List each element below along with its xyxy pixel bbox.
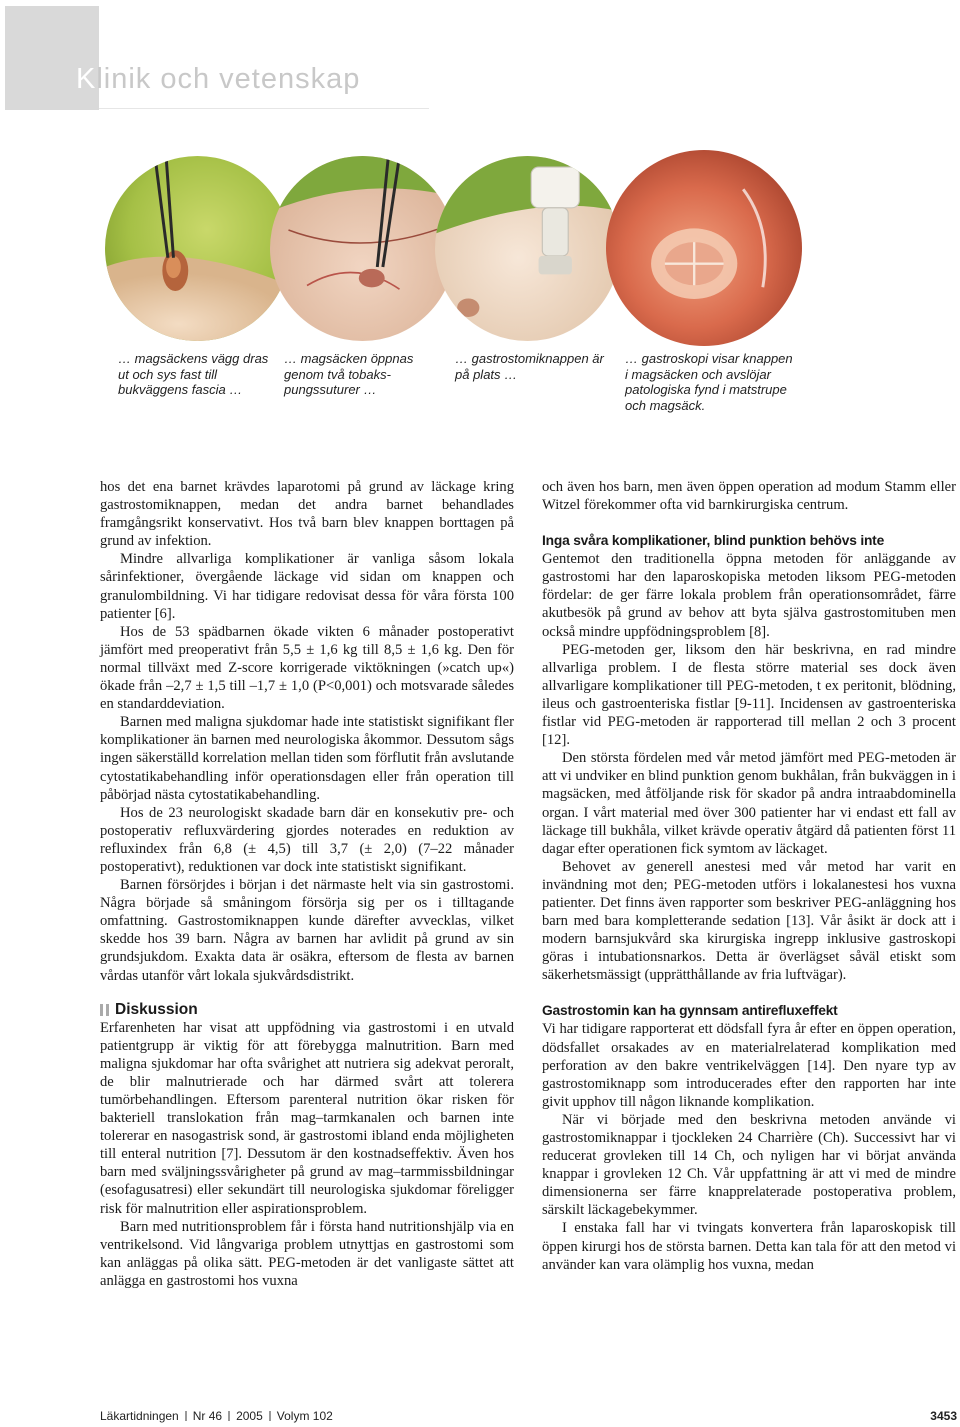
footer-journal: Läkartidningen	[100, 1409, 179, 1423]
paragraph: Hos de 53 spädbarnen ökade vikten 6 månader postoperativt jämfört med preoperativt från 5,5 ± 1,6 kg till 8,5 ± 1,6 kg. Den för normal tillväxt med Z-score korrigerade viktökningen (»catch up«) ökade från –2,7 ± 1,5 till –1,7 ± 1,0 (P<0,001) och motsvarade således en standarddeviation.	[100, 623, 514, 713]
subheading-complications: Inga svåra komplikationer, blind punktion behövs inte	[542, 533, 885, 549]
paragraph: hos det ena barnet krävdes laparotomi på grund av läckage kring gastrostomiknappen, medan det andra barnet behandlades framgångsrikt konservativt. Hos två barn blev knappen borttagen på grund av infektion.	[100, 479, 514, 550]
section-title-rest: linik och vetenskap	[96, 63, 361, 95]
paragraph: Erfarenheten har visat att uppfödning via gastrostomi i en utvald patientgrupp är viktig för att förebygga malnutrition. Barn med maligna sjukdomar har ofta svårighet att nutriera sig adekvat peroralt, de blir malnutrierade och har därmed svårt att tolerera tumörbehandlingen. Eftersom parenteral nutrition ökar risken för bakteriell translokation från mag–tarmkanalen och barnen inte tolererar en nasogastrisk sond, är gastrostomi ibland enda möjligheten till enteral nutrition [7]. Dessutom är den kostnadseffektiv. Även hos barn med sväljningssvårigheter på grund av mag–tarmmissbildningar (esofagusatresi) eller sekundärt till neurologiska sjukdomar föreligger risk för malnutrition eller aspirationsproblem.	[100, 1019, 514, 1217]
left-column	[100, 478, 514, 1290]
subheading-antireflux: Gastrostomin kan ha gynnsam antirefluxeffekt	[542, 1003, 838, 1019]
footer-separator	[185, 1411, 187, 1421]
right-column	[542, 478, 956, 1274]
footer-volume: Volym 102	[276, 1409, 333, 1423]
paragraph: Hos de 23 neurologiskt skadade barn där en konsekutiv pre- och postoperativ refluxvärdering gjordes noterades en reduktion av refluxindex från 6,8 (± 4,5) till 3,7 (± 2,0) (7–22 månader postoperativt), reduktionen var dock inte statistiskt signifikant.	[100, 804, 514, 875]
paragraph: Vi har tidigare rapporterat ett dödsfall fyra år efter en öppen operation, dödsfallet orsakades av en materialrelaterad komplikation med perforation av den bakre ventrikelväggen [14]. Den nyare typ av gastrostomiknapp som introducerades efter den rapporten har inte givit upphov till någon liknande komplikation.	[542, 1021, 956, 1110]
footer-year: 2005	[236, 1409, 263, 1423]
photo-caption-1: … magsäckens vägg dras ut och sys fast till bukväggens fascia …	[118, 351, 269, 397]
footer-issue: Nr 46	[192, 1409, 223, 1423]
footer-separator	[228, 1411, 230, 1421]
photo-tobacco-sutures	[270, 156, 455, 341]
paragraph: Mindre allvarliga komplikationer är vanliga såsom lokala sårinfektioner, övergående läckage vid sidan om knappen och granulombildning. Vi har tidigare redovisat dessa för våra första 100 patienter [6].	[100, 551, 514, 622]
footer-separator	[269, 1411, 271, 1421]
header-rule	[99, 108, 429, 109]
paragraph: Den största fördelen med vår metod jämfört med PEG-metoden är att vi undviker en blind punktion genom bukhålan, från bukväggen in i magsäcken, med åtföljande risk för skador på andra intraabdominella organ. I vårt material med över 300 patienter har vi endast ett fall av läckage till bukhåla, vilket krävde operativ åtgärd då patienten först 11 dagar efter operationen fick symtom av läckaget.	[542, 750, 956, 857]
section-heading-diskussion	[100, 1001, 514, 1019]
photo-forceps-abdomen	[105, 156, 290, 341]
section-title	[76, 63, 360, 96]
footer-journal-info	[100, 1409, 333, 1423]
photo-gastroscopy	[606, 150, 802, 346]
paragraph: Barn med nutritionsproblem får i första hand nutritionshjälp via en ventrikelsond. Vid långvariga problem utnyttjas en gastrostomi som kan anläggas på olika sätt. PEG-metoden är det vanligaste sättet att anlägga en gastrostomi hos vuxna	[100, 1218, 514, 1289]
paragraph: Barnen försörjdes i början i det närmaste helt via sin gastrostomi. Några började så småningom försörja sig per os i tilltagande omfattning. Gastrostomiknappen kunde därefter avvecklas, vilket skedde hos 39 barn. Några av barnen har avlidit på grund av sin grundsjukdom. Exakta data är osäkra, eftersom de flesta av barnen vårdas utanför vårt lokala sjukvårdsdistrikt.	[100, 877, 514, 984]
paragraph: I enstaka fall har vi tvingats konvertera från laparoskopisk till öppen kirurgi hos de största barnen. Detta kan tala för att den metod vi använder kan vara olämplig hos vuxna, medan	[542, 1220, 956, 1273]
photo-caption-3: … gastrostomiknappen är på plats …	[455, 351, 604, 382]
photo-gastrostomy-button	[435, 156, 620, 341]
paragraph: PEG-metoden ger, liksom den här beskrivna, en rad mindre allvarliga problem. I de flesta större material ses dock även allvarligare komplikationer till PEG-metoden, t ex peritonit, blödning, ileus och gastroenteriska fistlar [9-11]. Incidensen av gastroenteriska fistlar vid PEG-metoden är rapporterad till mellan 2 och 3 procent [12].	[542, 641, 956, 749]
paragraph: Behovet av generell anestesi med vår metod har varit en invändning mot den; PEG-metoden utförs i lokalanestesi hos vuxna patienter. Det finns även rapporter som beskriver PEG-anläggning hos barn med bara kompletterande sedation [13]. Vår åsikt är dock att i modern barnsjukvård ska kirurgiska ingrepp inklusive gastroskopi göras i intubationsnarkos. Detta är överlägset såväl etiskt som säkerhetsmässigt (upprätthållande av fria luftvägar).	[542, 858, 956, 984]
paragraph: När vi började med den beskrivna metoden använde vi gastrostomiknappar i tjockleken 24 Charrière (Ch). Successivt har vi reducerat grovleken till 14 Ch, och nyligen har vi börjat använda knappar i grovleken 12 Ch. Vår uppfattning är att vi med de mindre dimensionerna ser färre knapprelaterade postoperativa problem, särskilt läckagebekymmer.	[542, 1111, 956, 1219]
section-marker-icon	[100, 1004, 109, 1016]
section-heading-label: Diskussion	[115, 1000, 198, 1018]
photo-caption-4: … gastroskopi visar knappen i magsäcken och avslöjar patologiska fynd i matstrupe och magsäck.	[625, 351, 793, 413]
page-number: 3453	[930, 1409, 957, 1423]
section-title-initial: K	[76, 63, 97, 95]
paragraph: och även hos barn, men även öppen operation ad modum Stamm eller Witzel förekommer ofta vid barnkirurgiska centrum.	[542, 479, 956, 514]
paragraph: Gentemot den traditionella öppna metoden för anläggande av gastrostomi har den laparoskopiska metoden liksom PEG-metoden fördelar: de ger färre lokala problem från operationsområdet, färre akutbesök på grund av behov att byta själva gastrostomituben men också mindre uppfödningsproblem [8].	[542, 551, 956, 640]
photo-caption-2: … magsäcken öppnas genom två tobaks-pungssuturer …	[284, 351, 414, 397]
paragraph: Barnen med maligna sjukdomar hade inte statistiskt signifikant fler komplikationer än barnen med neurologiska åkommor. Dessutom sågs ingen säkerställd korrelation mellan tiden som förflutit från avslutande cytostatikabehandling inför operationsdagen eller från operation till påbörjad nästa cytostatikabehandling.	[100, 714, 514, 803]
